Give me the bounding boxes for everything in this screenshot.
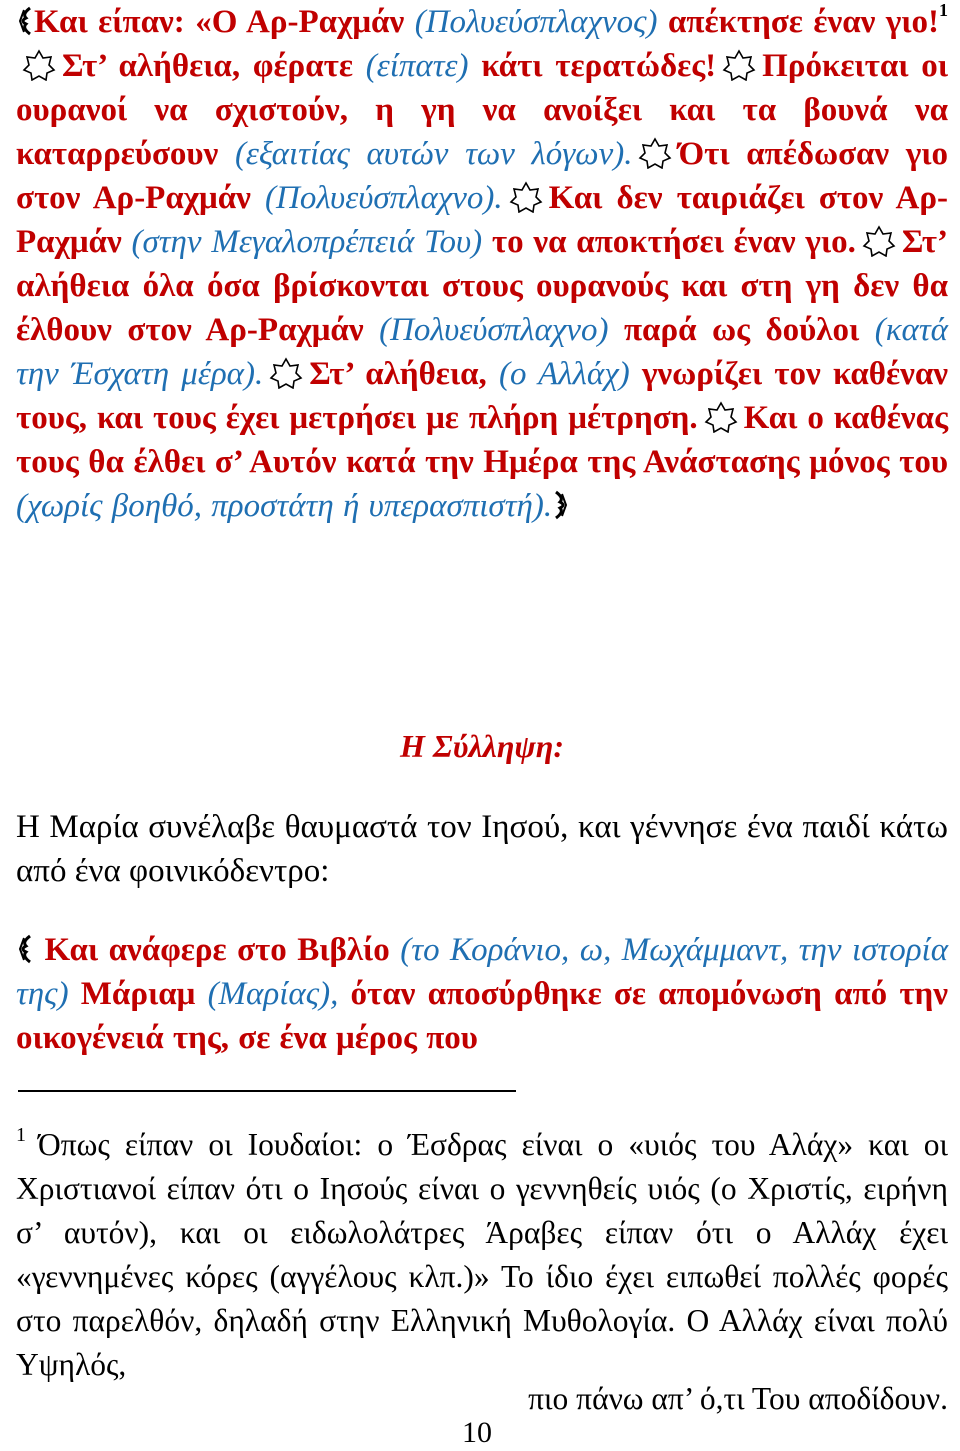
verse-marker-icon [862,225,896,257]
quran-verse-block [16,928,948,1060]
open-bracket-icon [16,6,34,36]
book-page [16,0,948,1451]
verse-text: Και είπαν: «Ο Αρ-Ραχμάν [34,4,405,40]
commentary: (χωρίς βοηθό, προστάτη ή υπερασπιστή). [16,488,553,524]
quran-verse-block [16,0,948,528]
page-number: 10 [462,1416,492,1449]
commentary: (το Κοράνιο, ω, Μωχάμμαντ, την ιστορία της) [16,932,949,1012]
footnote-last-line: πιο πάνω απ’ ό,τι Του αποδίδουν. [528,1381,948,1416]
verse-text: Στ’ αλήθεια όλα όσα βρίσκονται στους ουρανούς και στη γη δεν θα έλθουν στον Αρ-Ραχμάν [16,224,949,348]
footnote-mark: 1 [16,1124,26,1146]
verse-text: όταν αποσύρθηκε σε απομόνωση από την οικογένειά της, σε ένα μέρος που [16,976,949,1056]
commentary: (ο Αλλάχ) [499,356,630,392]
commentary: (Πολυεύσπλαχνο). [265,180,503,216]
verse-text: παρά ως δούλοι [623,312,860,348]
commentary: (Πολυεύσπλαχνο) [379,312,609,348]
verse-marker-icon [509,181,543,213]
verse-text: Στ’ αλήθεια, φέρατε [62,48,353,84]
verse-marker-icon [704,401,738,433]
verse-text: Και ανάφερε στο Βιβλίο [44,932,390,968]
open-bracket-icon [16,934,34,964]
verse-text: κάτι τερατώδες! [481,48,717,84]
close-bracket-icon [552,490,570,520]
commentary: (στην Μεγαλοπρέπειά Του) [131,224,483,260]
narrative-paragraph: Η Μαρία συνέλαβε θαυμαστά τον Ιησού, και γέννησε ένα παιδί κάτω από ένα φοινικόδεντρο: [16,809,948,889]
commentary: (Μαρίας), [207,976,339,1012]
verse-text: απέκτησε έναν γιο! [667,4,940,40]
verse-marker-icon [22,49,56,81]
footnote-text: Όπως είπαν οι Ιουδαίοι: ο Έσδρας είναι ο «υιός του Αλάχ» και οι Χριστιανοί είπαν ότι ο Ιησούς είναι ο γεννηθείς υιός (ο Χριστίς, ειρήνη σ’ αυτόν), και οι ειδωλολάτρες Άραβες είπαν ότι ο Αλλάχ έχει «γεννημένες κόρες (αγγέλους κλπ.)» Το ίδιο έχει ειπωθεί πολλές φορές στο παρελθόν, δηλαδή στην Ελληνική Μυθολογία. Ο Αλλάχ είναι πολύ Υψηλός, [16,1127,948,1382]
commentary: (κατά την Έσχατη μέρα). [16,312,948,392]
verse-marker-icon [722,49,756,81]
verse-text: Πρόκειται οι ουρανοί να σχιστούν, η γη να ανοίξει και τα βουνά να καταρρεύσουν [16,48,949,172]
verse-text: το να αποκτήσει έναν γιο. [491,224,856,260]
footnote-separator [18,1090,516,1092]
commentary: (είπατε) [365,48,469,84]
verse-text: Ότι απέδωσαν γιο στον Αρ-Ραχμάν [16,136,948,216]
section-heading: Η Σύλληψη: [400,728,564,764]
verse-text: γνωρίζει τον καθέναν τους, και τους έχει μετρήσει με πλήρη μέτρηση. [16,356,948,436]
verse-text: Μάριαμ [80,976,196,1012]
verse-marker-icon [638,137,672,169]
verse-text: Και δεν ταιριάζει στον Αρ-Ραχμάν [16,180,948,260]
verse-text: Και ο καθένας τους θα έλθει σ’ Αυτόν κατά την Ημέρα της Ανάστασης μόνος του [16,400,948,480]
footnote-reference[interactable]: 1 [939,0,949,20]
commentary: (Πολυεύσπλαχνος) [414,4,658,40]
footnote [16,1113,948,1387]
verse-text: Στ’ αλήθεια, [309,356,487,392]
commentary: (εξαιτίας αυτών των λόγων). [234,136,633,172]
verse-marker-icon [269,357,303,389]
